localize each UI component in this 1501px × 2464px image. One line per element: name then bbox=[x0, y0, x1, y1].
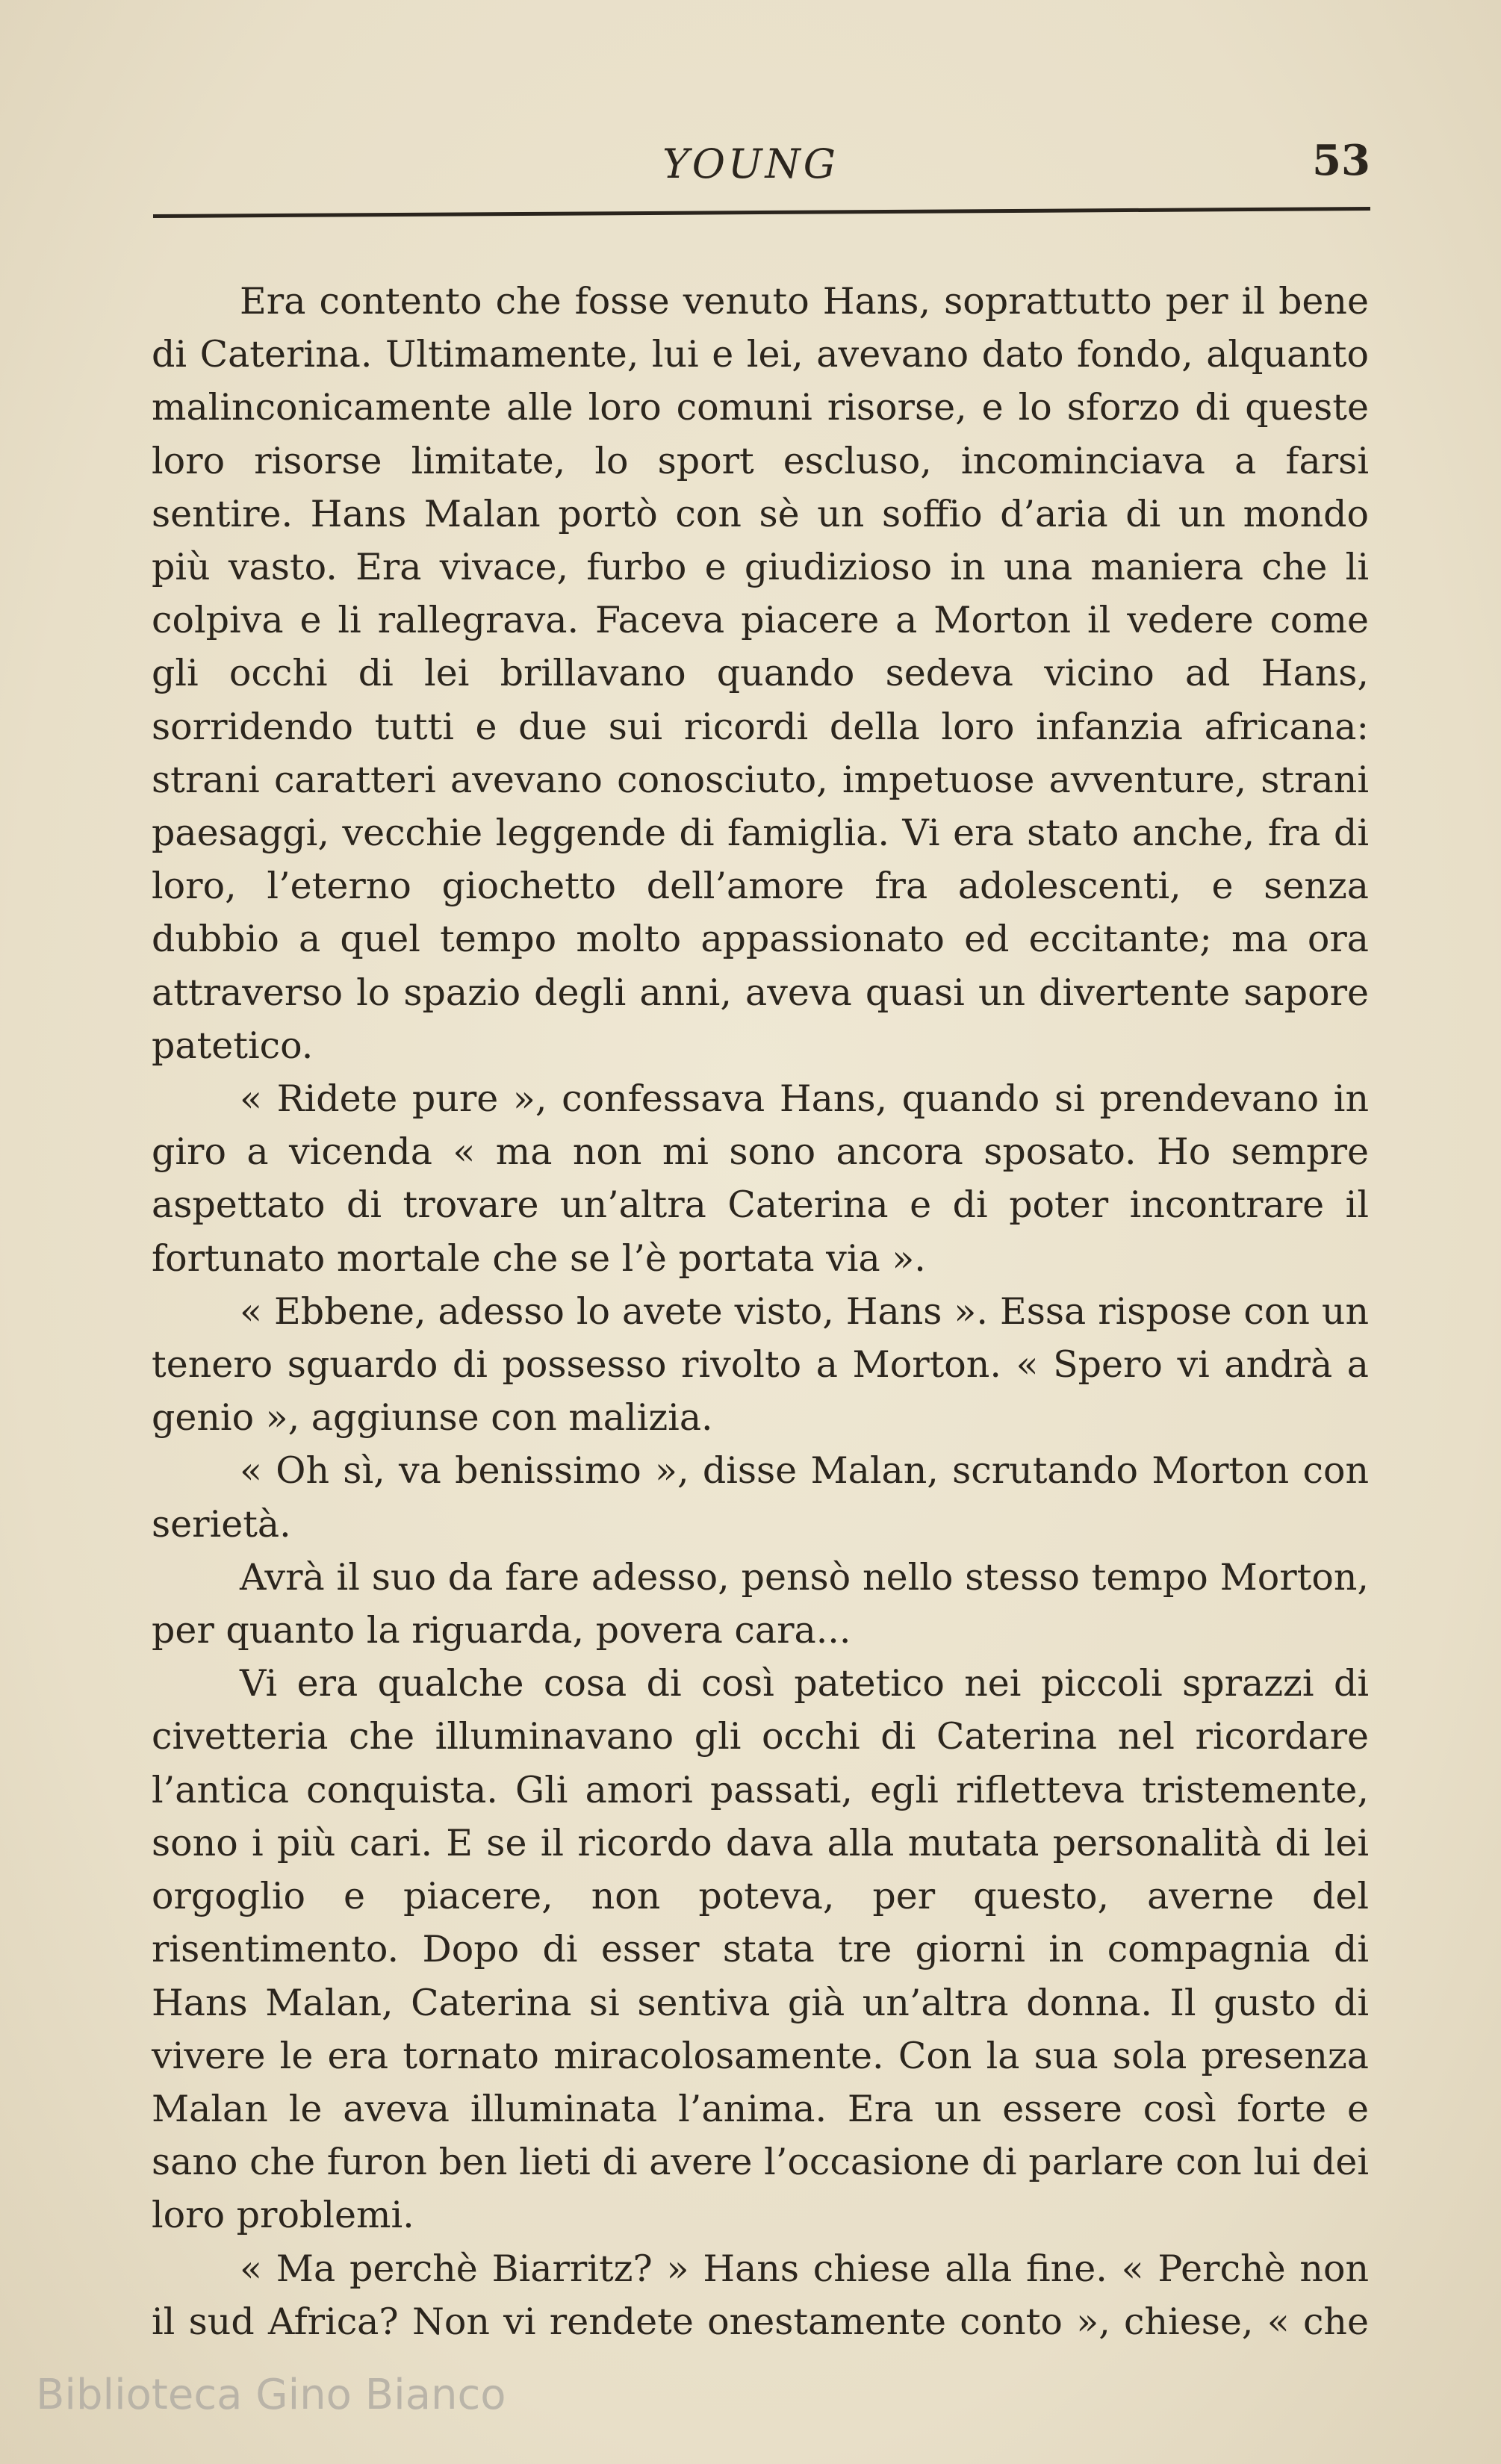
running-head bbox=[0, 136, 1501, 200]
header-rule bbox=[153, 207, 1370, 218]
paragraph-5: Avrà il suo da fare adesso, pensò nello stesso tempo Morton, per quanto la riguarda, povera cara... bbox=[152, 1555, 1369, 1652]
running-title: YOUNG bbox=[662, 140, 839, 187]
paragraph-2: « Ridete pure », confessava Hans, quando si prendevano in giro a vicenda « ma non mi sono ancora sposato. Ho sempre aspettato di trovare un’altra Caterina e di poter incontrare il fortunato mortale che se l’è portata via ». bbox=[152, 1077, 1369, 1280]
paragraph-1: Era contento che fosse venuto Hans, soprattutto per il bene di Caterina. Ultimamente, lui e lei, avevano dato fondo, alquanto malinconicamente alle loro comuni risorse, e lo sforzo di queste loro risorse limitate, lo sport escluso, incominciava a farsi sentire. Hans Malan portò con sè un soffio d’aria di un mondo più vasto. Era vivace, furbo e giudizioso in una maniera che li colpiva e li rallegrava. Faceva piacere a Morton il vedere come gli occhi di lei brillavano quando sedeva vicino ad Hans, sorridendo tutti e due sui ricordi della loro infanzia africana: strani caratteri avevano conosciuto, impetuose avventure, strani paesaggi, vecchie leggende di famiglia. Vi era stato anche, fra di loro, l’eterno giochetto dell’amore fra adolescenti, e senza dubbio a quel tempo molto appassionato ed eccitante; ma ora attraverso lo spazio degli anni, aveva quasi un divertente sapore patetico. bbox=[152, 280, 1369, 1067]
paragraph-6: Vi era qualche cosa di così patetico nei piccoli sprazzi di civetteria che illuminavano gli occhi di Caterina nel ricordare l’antica conquista. Gli amori passati, egli rifletteva tristemente, sono i più cari. E se il ricordo dava alla mutata personalità di lei orgoglio e piacere, non poteva, per questo, averne del risentimento. Dopo di esser stata tre giorni in compagnia di Hans Malan, Caterina si sentiva già un’altra donna. Il gusto di vivere le era tornato miracolosamente. Con la sua sola presenza Malan le aveva illuminata l’anima. Era un essere così forte e sano che furon ben lieti di avere l’occasione di parlare con lui dei loro problemi. bbox=[152, 1662, 1369, 2237]
library-watermark: Biblioteca Gino Bianco bbox=[36, 2371, 506, 2419]
paragraph-4: « Oh sì, va benissimo », disse Malan, scrutando Morton con serietà. bbox=[152, 1449, 1369, 1546]
paragraph-7: « Ma perchè Biarritz? » Hans chiese alla fine. « Perchè non il sud Africa? Non vi rendete onestamente conto », chiese, « che bbox=[152, 2247, 1369, 2343]
page-number: 53 bbox=[1312, 136, 1370, 185]
body-text bbox=[152, 275, 1369, 2348]
paragraph-3: « Ebbene, adesso lo avete visto, Hans ». Essa rispose con un tenero sguardo di possesso rivolto a Morton. « Spero vi andrà a genio », aggiunse con malizia. bbox=[152, 1289, 1369, 1440]
